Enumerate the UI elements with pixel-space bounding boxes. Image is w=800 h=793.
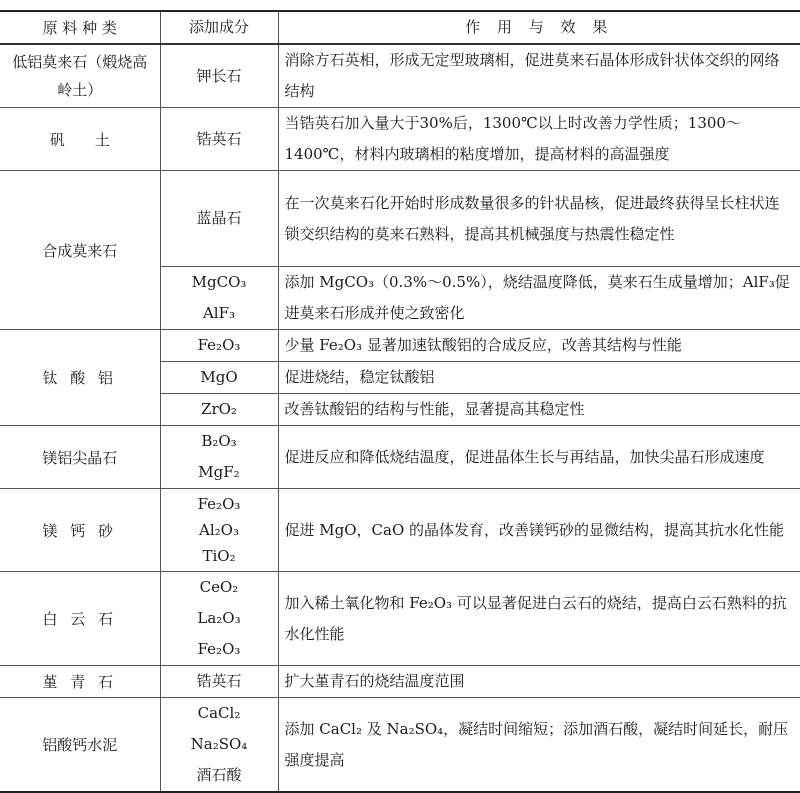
material-cell: 合成莫来石 bbox=[0, 171, 160, 330]
table-row bbox=[0, 666, 800, 698]
additive-cell: MgO bbox=[160, 362, 278, 394]
effect-cell: 当锆英石加入量大于30%后，1300℃以上时改善力学性质；1300～1400℃，材料内玻璃相的粘度增加，提高材料的高温强度 bbox=[278, 108, 800, 171]
additive-cell: 钾长石 bbox=[160, 44, 278, 108]
material-cell: 低铝莫来石（煅烧高岭土） bbox=[0, 44, 160, 108]
table-row bbox=[0, 426, 800, 489]
material-cell: 钛 酸 铝 bbox=[0, 330, 160, 426]
additive: MgCO₃ bbox=[191, 273, 247, 291]
table-row bbox=[0, 108, 800, 171]
additive-cell: 蓝晶石 bbox=[160, 171, 278, 267]
additive: Fe₂O₃ bbox=[197, 640, 241, 658]
additive-cell bbox=[160, 267, 278, 330]
header-additive: 添加成分 bbox=[160, 11, 278, 44]
additive-cell bbox=[160, 698, 278, 793]
material-cell: 镁铝尖晶石 bbox=[0, 426, 160, 489]
header-material: 原 料 种 类 bbox=[0, 11, 160, 44]
table-row bbox=[0, 698, 800, 793]
additive: AlF₃ bbox=[202, 304, 236, 322]
table-row bbox=[0, 171, 800, 267]
additive-cell bbox=[160, 489, 278, 572]
material-cell: 铝酸钙水泥 bbox=[0, 698, 160, 793]
additive: CeO₂ bbox=[199, 578, 239, 596]
effect-cell: 扩大堇青石的烧结温度范围 bbox=[278, 666, 800, 698]
table-row bbox=[0, 44, 800, 108]
material-cell: 白 云 石 bbox=[0, 572, 160, 666]
additive-cell: Fe₂O₃ bbox=[160, 330, 278, 362]
effect-cell: 促进烧结，稳定钛酸铝 bbox=[278, 362, 800, 394]
table-row bbox=[0, 572, 800, 666]
additive: La₂O₃ bbox=[197, 609, 241, 627]
additive: B₂O₃ bbox=[201, 432, 237, 450]
table-row bbox=[0, 330, 800, 362]
effect-cell: 添加 CaCl₂ 及 Na₂SO₄，凝结时间缩短；添加酒石酸，凝结时间延长，耐压强度提高 bbox=[278, 698, 800, 793]
additive: TiO₂ bbox=[202, 547, 236, 565]
header-effect: 作 用 与 效 果 bbox=[278, 11, 800, 44]
material-cell: 镁 钙 砂 bbox=[0, 489, 160, 572]
additives-table bbox=[0, 10, 800, 793]
effect-cell: 改善钛酸铝的结构与性能，显著提高其稳定性 bbox=[278, 394, 800, 426]
additive-cell: 锆英石 bbox=[160, 666, 278, 698]
additive: 酒石酸 bbox=[196, 766, 242, 784]
effect-cell: 加入稀土氧化物和 Fe₂O₃ 可以显著促进白云石的烧结，提高白云石熟料的抗水化性能 bbox=[278, 572, 800, 666]
effect-cell: 促进反应和降低烧结温度，促进晶体生长与再结晶，加快尖晶石形成速度 bbox=[278, 426, 800, 489]
additive: Al₂O₃ bbox=[199, 521, 239, 539]
additive-cell: ZrO₂ bbox=[160, 394, 278, 426]
additive: Fe₂O₃ bbox=[197, 495, 241, 513]
effect-cell: 在一次莫来石化开始时形成数量很多的针状晶核，促进最终获得呈长柱状连锁交织结构的莫来石熟料，提高其机械强度与热震性稳定性 bbox=[278, 171, 800, 267]
additive-cell bbox=[160, 572, 278, 666]
additive-cell bbox=[160, 426, 278, 489]
effect-cell: 消除方石英相，形成无定型玻璃相，促进莫来石晶体形成针状体交织的网络结构 bbox=[278, 44, 800, 108]
additive-cell: 锆英石 bbox=[160, 108, 278, 171]
additive: MgF₂ bbox=[198, 463, 240, 481]
effect-cell: 添加 MgCO₃（0.3%～0.5%），烧结温度降低，莫来石生成量增加；AlF₃促进莫来石形成并使之致密化 bbox=[278, 267, 800, 330]
table-header-row bbox=[0, 11, 800, 44]
additive: CaCl₂ bbox=[197, 704, 241, 722]
material-cell: 矾 土 bbox=[0, 108, 160, 171]
table-row bbox=[0, 489, 800, 572]
effect-cell: 少量 Fe₂O₃ 显著加速钛酸铝的合成反应，改善其结构与性能 bbox=[278, 330, 800, 362]
effect-cell: 促进 MgO，CaO 的晶体发育，改善镁钙砂的显微结构，提高其抗水化性能 bbox=[278, 489, 800, 572]
additive: Na₂SO₄ bbox=[190, 735, 248, 753]
material-cell: 堇 青 石 bbox=[0, 666, 160, 698]
